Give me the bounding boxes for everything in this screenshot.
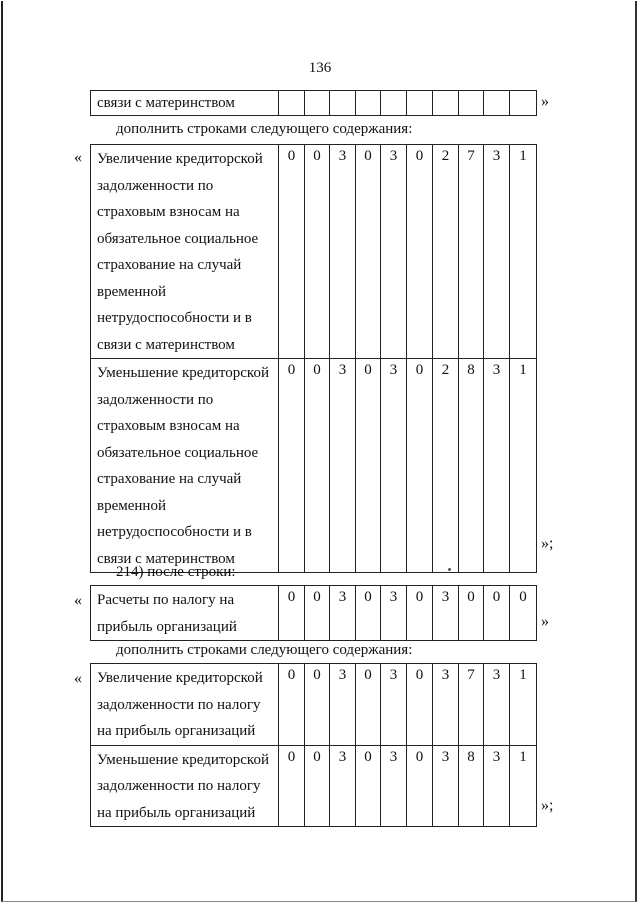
table-row — [91, 586, 537, 641]
row-label: Увеличение кредиторской задолженности по налогу на прибыль организаций — [91, 664, 279, 746]
digit-cell: 7 — [459, 145, 484, 359]
accounts-table — [90, 144, 537, 573]
digit-cell: 3 — [381, 359, 407, 573]
open-quote: « — [74, 592, 82, 609]
digit-cell: 3 — [330, 745, 356, 827]
digit-cell: 1 — [510, 359, 537, 573]
accounts-table — [90, 663, 537, 827]
instruction-text: 214) после строки: — [116, 564, 236, 580]
digit-cell: 0 — [279, 586, 305, 641]
digit-cell: 3 — [484, 745, 510, 827]
digit-cell: 0 — [356, 664, 381, 746]
digit-cell: 0 — [305, 145, 330, 359]
digit-cell: 0 — [279, 664, 305, 746]
digit-cell — [330, 91, 356, 116]
digit-cell: 2 — [433, 359, 459, 573]
digit-cell: 0 — [484, 586, 510, 641]
digit-cell: 3 — [484, 145, 510, 359]
digit-cell: 0 — [407, 145, 433, 359]
digit-cell: 3 — [330, 664, 356, 746]
accounts-table — [90, 585, 537, 641]
digit-cell: 7 — [459, 664, 484, 746]
digit-cell: 3 — [381, 664, 407, 746]
row-label: Увеличение кредиторской задолженности по страховым взносам на обязательное социальное страхование на случай временной нетрудоспособности и в связи с материнством — [91, 145, 279, 359]
digit-cell: 3 — [381, 145, 407, 359]
digit-cell: 8 — [459, 745, 484, 827]
digit-cell: 0 — [356, 745, 381, 827]
digit-cell: 0 — [459, 586, 484, 641]
table-row — [91, 359, 537, 573]
digit-cell: 3 — [381, 586, 407, 641]
digit-cell — [356, 91, 381, 116]
instruction-text: дополнить строками следующего содержания: — [116, 642, 413, 658]
digit-cell: 0 — [407, 586, 433, 641]
digit-cell: 0 — [407, 664, 433, 746]
digit-cell: 3 — [330, 359, 356, 573]
close-quote: »; — [541, 535, 554, 552]
scan-speck — [448, 568, 451, 571]
table-row — [91, 91, 537, 116]
digit-cell: 0 — [279, 745, 305, 827]
digit-cell: 8 — [459, 359, 484, 573]
digit-cell: 0 — [305, 359, 330, 573]
digit-cell: 3 — [433, 745, 459, 827]
digit-cell — [407, 91, 433, 116]
digit-cell: 0 — [407, 745, 433, 827]
open-quote: « — [74, 670, 82, 687]
table-row — [91, 145, 537, 359]
digit-cell — [510, 91, 537, 116]
digit-cell: 1 — [510, 745, 537, 827]
digit-cell — [433, 91, 459, 116]
digit-cell: 3 — [381, 745, 407, 827]
digit-cell: 3 — [330, 145, 356, 359]
digit-cell: 1 — [510, 664, 537, 746]
digit-cell: 0 — [407, 359, 433, 573]
digit-cell: 3 — [433, 664, 459, 746]
digit-cell: 3 — [330, 586, 356, 641]
digit-cell: 0 — [356, 145, 381, 359]
open-quote: « — [74, 149, 82, 166]
instruction-text: дополнить строками следующего содержания: — [116, 121, 413, 137]
close-quote: » — [541, 613, 549, 630]
table-row — [91, 745, 537, 827]
row-label: Расчеты по налогу на прибыль организаций — [91, 586, 279, 641]
digit-cell: 0 — [305, 664, 330, 746]
digit-cell: 3 — [433, 586, 459, 641]
digit-cell: 0 — [279, 359, 305, 573]
digit-cell: 0 — [356, 359, 381, 573]
digit-cell — [381, 91, 407, 116]
close-quote: » — [541, 93, 549, 110]
digit-cell: 1 — [510, 145, 537, 359]
digit-cell: 0 — [279, 145, 305, 359]
digit-cell: 3 — [484, 664, 510, 746]
row-label: связи с материнством — [91, 91, 279, 116]
table-row — [91, 664, 537, 746]
digit-cell — [305, 91, 330, 116]
digit-cell — [279, 91, 305, 116]
digit-cell: 0 — [510, 586, 537, 641]
row-label: Уменьшение кредиторской задолженности по налогу на прибыль организаций — [91, 745, 279, 827]
digit-cell: 0 — [356, 586, 381, 641]
page-number: 136 — [308, 60, 332, 76]
digit-cell: 2 — [433, 145, 459, 359]
row-label: Уменьшение кредиторской задолженности по страховым взносам на обязательное социальное страхование на случай временной нетрудоспособности и в связи с материнством — [91, 359, 279, 573]
digit-cell: 0 — [305, 586, 330, 641]
top-row-table — [90, 90, 537, 116]
digit-cell — [459, 91, 484, 116]
digit-cell: 3 — [484, 359, 510, 573]
digit-cell — [484, 91, 510, 116]
close-quote: »; — [541, 797, 554, 814]
digit-cell: 0 — [305, 745, 330, 827]
